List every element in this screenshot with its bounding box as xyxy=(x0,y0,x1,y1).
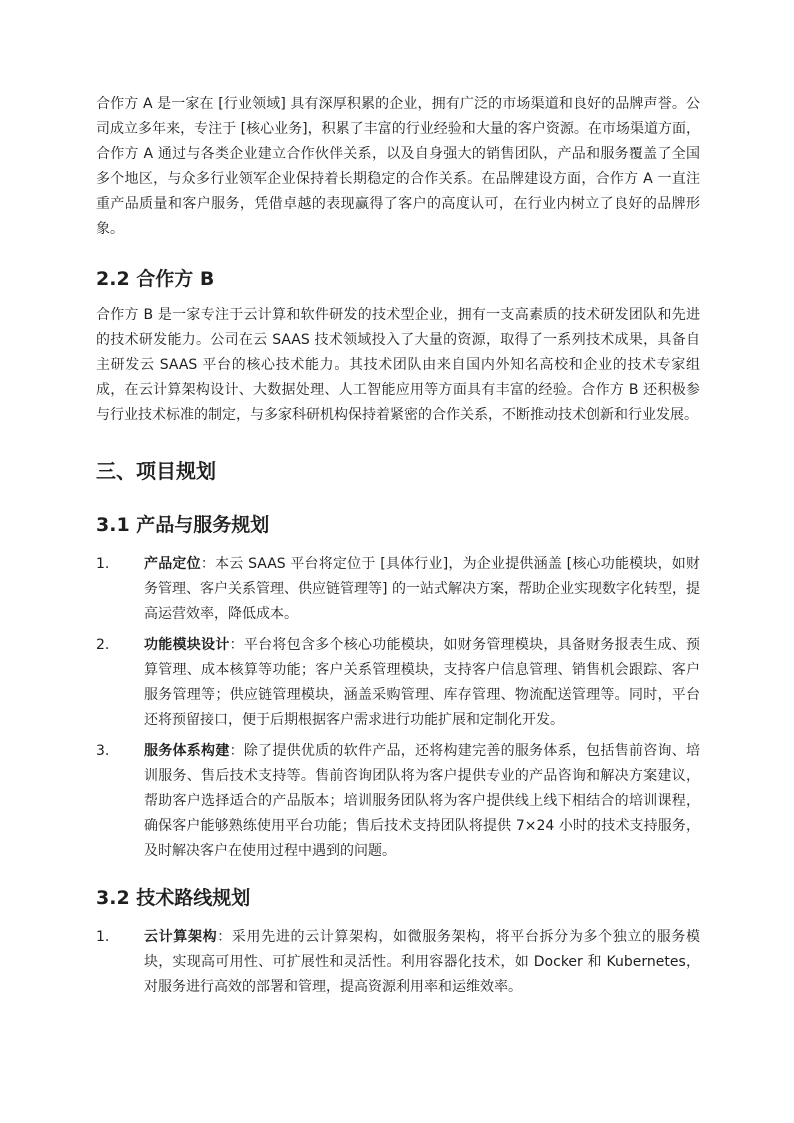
section-3-2-heading: 3.2 技术路线规划 xyxy=(96,887,251,909)
section-3-heading: 三、项目规划 xyxy=(96,459,216,483)
list-number: 2. xyxy=(96,637,110,653)
list-text xyxy=(144,925,700,1000)
list-text xyxy=(144,633,700,733)
list-text xyxy=(144,552,700,627)
list-term: 产品定位 xyxy=(144,556,201,572)
partner-b-heading: 2.2 合作方 B xyxy=(96,268,215,290)
list-item xyxy=(96,552,700,627)
list-item xyxy=(96,925,700,1000)
list-body: ：除了提供优质的软件产品，还将构建完善的服务体系，包括售前咨询、培训服务、售后技术支持等。售前咨询团队将为客户提供专业的产品咨询和解决方案建议，帮助客户选择适合的产品版本；培训服务团队将为客户提供线上线下相结合的培训课程，确保客户能够熟练使用平台功能；售后技术支持团队将提供 7×24 小时的技术支持服务，及时解决客户在使用过程中遇到的问题。 xyxy=(144,743,701,859)
list-number: 1. xyxy=(96,556,110,572)
list-term: 服务体系构建 xyxy=(144,743,230,759)
partner-a-paragraph: 合作方 A 是一家在 [行业领域] 具有深厚积累的企业，拥有广泛的市场渠道和良好的品牌声誉。公司成立多年来，专注于 [核心业务]，积累了丰富的行业经验和大量的客户资源。在市场渠道方面，合作方 A 通过与各类企业建立合作伙伴关系，以及自身强大的销售团队，产品和服务覆盖了全国多个地区，与众多行业领军企业保持着长期稳定的合作关系。在品牌建设方面，合作方 A 一直注重产品质量和客户服务，凭借卓越的表现赢得了客户的高度认可，在行业内树立了良好的品牌形象。 xyxy=(96,96,700,237)
list-body: ：平台将包含多个核心功能模块，如财务管理模块，具备财务报表生成、预算管理、成本核算等功能；客户关系管理模块，支持客户信息管理、销售机会跟踪、客户服务管理等；供应链管理模块，涵盖采购管理、库存管理、物流配送管理等。同时，平台还将预留接口，便于后期根据客户需求进行功能扩展和定制化开发。 xyxy=(144,637,701,728)
list-text xyxy=(144,739,700,864)
list-body: ：采用先进的云计算架构，如微服务架构，将平台拆分为多个独立的服务模块，实现高可用性、可扩展性和灵活性。利用容器化技术，如 Docker 和 Kubernetes，对服务进行高效的部署和管理，提高资源利用率和运维效率。 xyxy=(144,929,701,995)
list-number: 3. xyxy=(96,743,110,759)
section-3-2-list xyxy=(96,925,700,1000)
section-3-1-heading: 3.1 产品与服务规划 xyxy=(96,514,270,536)
list-number: 1. xyxy=(96,929,110,945)
document-page xyxy=(96,92,700,1000)
section-3-1-list xyxy=(96,552,700,864)
list-body: ：本云 SAAS 平台将定位于 [具体行业]，为企业提供涵盖 [核心功能模块，如财务管理、客户关系管理、供应链管理等] 的一站式解决方案，帮助企业实现数字化转型，提高运营效率，降低成本。 xyxy=(144,556,701,622)
list-term: 功能模块设计 xyxy=(144,637,230,653)
partner-b-paragraph: 合作方 B 是一家专注于云计算和软件研发的技术型企业，拥有一支高素质的技术研发团队和先进的技术研发能力。公司在云 SAAS 技术领域投入了大量的资源，取得了一系列技术成果，具备自主研发云 SAAS 平台的核心技术能力。其技术团队由来自国内外知名高校和企业的技术专家组成，在云计算架构设计、大数据处理、人工智能应用等方面具有丰富的经验。合作方 B 还积极参与行业技术标准的制定，与多家科研机构保持着紧密的合作关系，不断推动技术创新和行业发展。 xyxy=(96,307,700,423)
list-term: 云计算架构 xyxy=(144,929,218,945)
list-item xyxy=(96,739,700,864)
list-item xyxy=(96,633,700,733)
